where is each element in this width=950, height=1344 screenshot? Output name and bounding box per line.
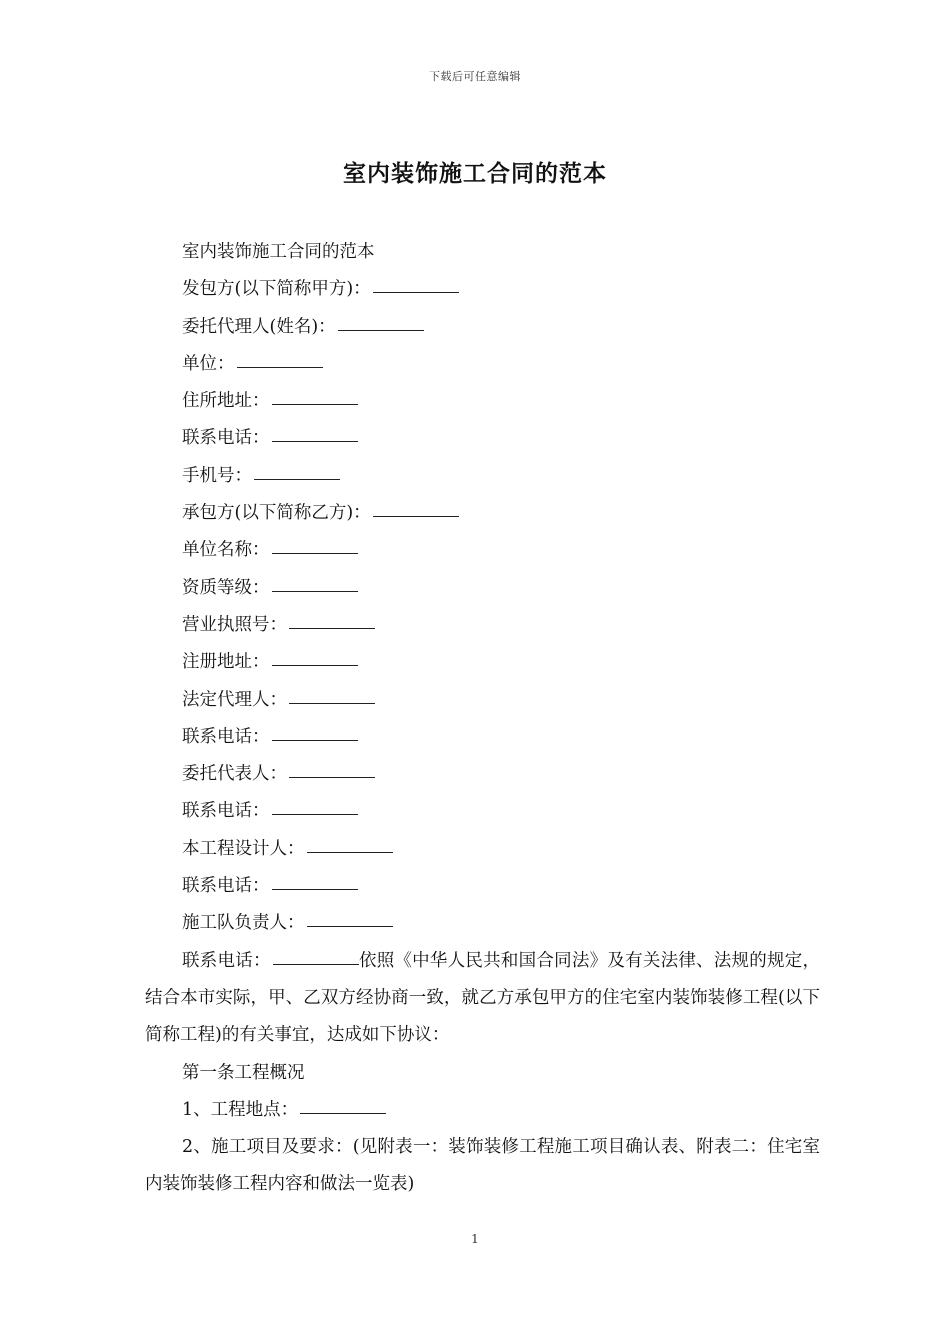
fill-in-blank (272, 739, 358, 741)
line-label: 营业执照号： (182, 614, 287, 635)
line-label: 注册地址： (182, 652, 270, 673)
form-line (145, 607, 820, 644)
form-line (145, 346, 820, 383)
form-line (145, 1092, 820, 1129)
line-label: 发包方(以下简称甲方)： (182, 279, 371, 300)
article-heading (145, 1055, 820, 1092)
paragraph-text: 依照《中华人民共和国合同法》及有关法律、法规的规定，结合本市实际，甲、乙双方经协商一致，就乙方承包甲方的住宅室内装饰装修工程(以下简称工程)的有关事宜，达成如下协议： (145, 950, 821, 1046)
line-label: 1、工程地点： (182, 1099, 299, 1120)
form-line (145, 831, 820, 868)
fill-in-blank (373, 291, 459, 293)
fill-in-blank (300, 1112, 386, 1114)
fill-in-blank (272, 888, 358, 890)
form-line (145, 756, 820, 793)
line-label: 联系电话： (182, 428, 270, 449)
line-label: 联系电话： (182, 726, 270, 747)
fill-in-blank (338, 329, 424, 331)
fill-in-blank (272, 552, 358, 554)
fill-in-blank (254, 478, 340, 480)
fill-in-blank (272, 403, 358, 405)
intro-line (145, 234, 820, 271)
document-body (145, 234, 820, 1204)
line-label: 资质等级： (182, 577, 270, 598)
form-line (145, 495, 820, 532)
form-line (145, 570, 820, 607)
line-label: 联系电话： (182, 950, 271, 971)
fill-in-blank (237, 366, 323, 368)
form-line (145, 383, 820, 420)
form-line (145, 458, 820, 495)
line-label: 施工队负责人： (182, 913, 305, 934)
fill-in-blank (307, 925, 393, 927)
fill-in-blank (289, 776, 375, 778)
fill-in-blank (373, 515, 459, 517)
fill-in-blank (289, 627, 375, 629)
agreement-paragraph (145, 943, 820, 1055)
form-line (145, 868, 820, 905)
form-line (145, 719, 820, 756)
form-line (145, 682, 820, 719)
line-label: 委托代表人： (182, 764, 287, 785)
fill-in-blank (307, 851, 393, 853)
line-label: 室内装饰施工合同的范本 (182, 242, 375, 262)
line-label: 委托代理人(姓名)： (182, 316, 336, 337)
document-title: 室内装饰施工合同的范本 (343, 160, 607, 187)
line-label: 住所地址： (182, 391, 270, 412)
form-line (145, 644, 820, 681)
line-label: 本工程设计人： (182, 838, 305, 859)
line-label: 法定代理人： (182, 689, 287, 710)
form-line (145, 905, 820, 942)
fill-in-blank (272, 664, 358, 666)
page-number: 1 (471, 1232, 479, 1246)
line-label: 承包方(以下简称乙方)： (182, 503, 371, 524)
fill-in-blank (272, 590, 358, 592)
fill-in-blank (289, 702, 375, 704)
form-line (145, 271, 820, 308)
item-paragraph (145, 1129, 820, 1204)
form-line (145, 532, 820, 569)
form-line (145, 420, 820, 457)
fill-in-blank (272, 440, 358, 442)
form-line (145, 793, 820, 830)
line-label: 单位： (182, 353, 235, 374)
article-title: 第一条工程概况 (182, 1062, 305, 1083)
fill-in-blank (272, 813, 358, 815)
header-note: 下载后可任意编辑 (429, 70, 521, 83)
fill-in-blank (273, 963, 359, 965)
line-label: 单位名称： (182, 540, 270, 561)
paragraph-text: 2、施工项目及要求：(见附表一：装饰装修工程施工项目确认表、附表二：住宅室内装饰装修工程内容和做法一览表) (145, 1137, 820, 1195)
line-label: 手机号： (182, 465, 252, 486)
line-label: 联系电话： (182, 876, 270, 897)
form-line (145, 309, 820, 346)
line-label: 联系电话： (182, 801, 270, 822)
